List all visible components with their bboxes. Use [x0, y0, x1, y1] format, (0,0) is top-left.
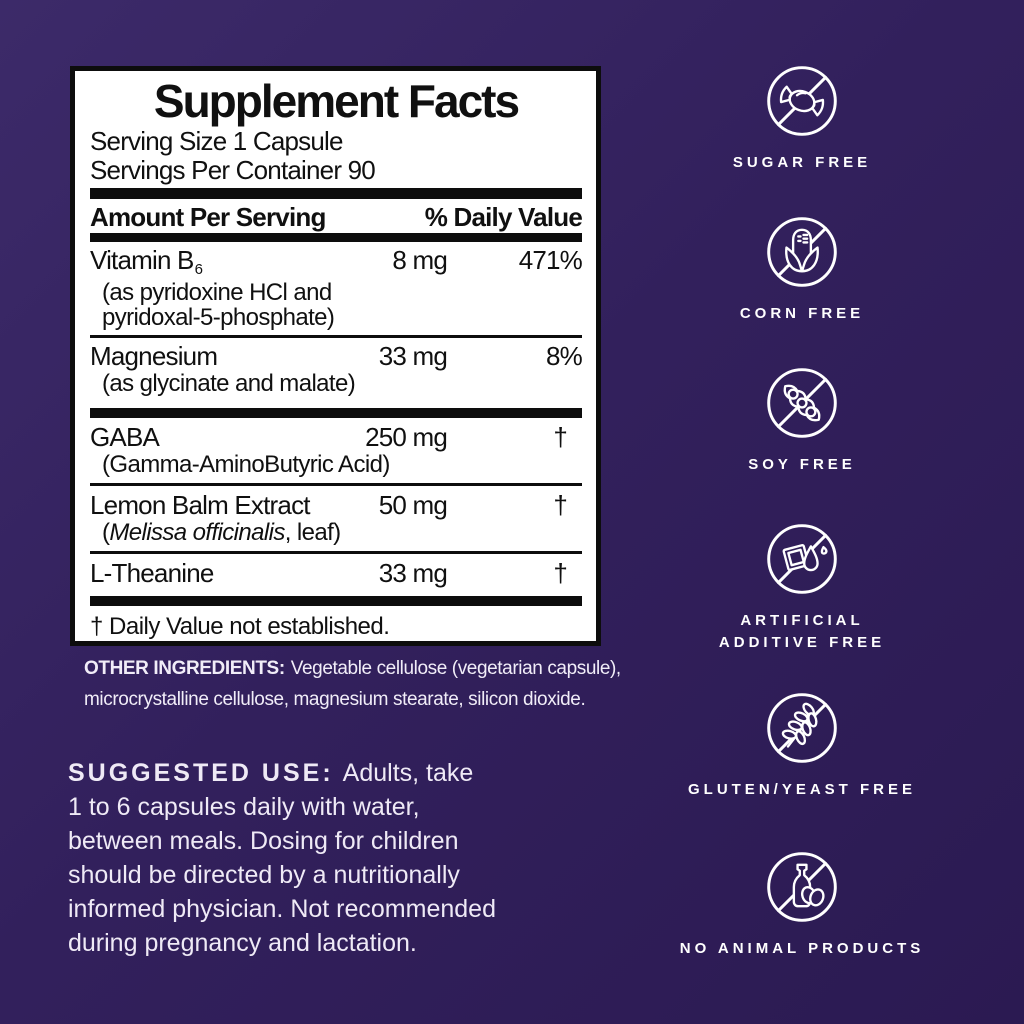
ingredient-daily-value: 8%	[546, 341, 582, 371]
badge-label: SOY FREE	[748, 456, 856, 473]
badge-label: CORN FREE	[739, 305, 865, 322]
badge-artificial-additive-free	[672, 522, 932, 654]
ingredient-amount: 33 mg	[378, 558, 447, 588]
badge-soy-free	[672, 366, 932, 476]
badge-label: SUGAR FREE	[732, 154, 872, 171]
suggested-use-text: 1 to 6 capsules daily with water,	[68, 793, 420, 821]
soy-free-icon	[765, 366, 839, 440]
gluten-yeast-free-icon	[765, 691, 839, 765]
serving-size: Serving Size 1 Capsule	[90, 126, 343, 156]
divider-thick	[90, 596, 582, 606]
other-ingredients	[84, 653, 624, 715]
badge-label: NO ANIMAL PRODUCTS	[679, 940, 925, 957]
divider-thick	[90, 408, 582, 418]
other-ingredients-label: OTHER INGREDIENTS:	[84, 658, 285, 679]
ingredient-daily-value: †	[553, 558, 567, 588]
header-daily-value: % Daily Value	[424, 202, 582, 232]
header-amount-per-serving: Amount Per Serving	[90, 202, 326, 232]
ingredient-note: (as glycinate and malate)	[102, 370, 356, 397]
badge-gluten-yeast-free	[672, 691, 932, 801]
ingredient-amount: 33 mg	[378, 341, 447, 371]
table-row	[90, 338, 582, 408]
suggested-use-text: during pregnancy and lactation.	[68, 929, 417, 957]
other-ingredients-text: Vegetable cellulose (vegetarian capsule),	[290, 658, 621, 679]
panel-title: Supplement Facts	[153, 75, 519, 127]
suggested-use-label: SUGGESTED USE:	[68, 759, 334, 787]
ingredient-daily-value: †	[553, 422, 567, 452]
table-row	[90, 486, 582, 551]
ingredient-note: (Melissa officinalis, leaf)	[102, 519, 341, 546]
latin-name: Melissa officinalis	[109, 519, 285, 546]
subscript: 6	[194, 261, 203, 278]
suggested-use	[68, 756, 613, 960]
ingredient-name: Lemon Balm Extract	[90, 490, 310, 520]
ingredient-name: Magnesium	[90, 341, 218, 371]
divider-medium	[90, 233, 582, 242]
suggested-use-text: between meals. Dosing for children	[68, 827, 459, 855]
ingredient-note: pyridoxal-5-phosphate)	[102, 304, 335, 331]
corn-free-icon	[765, 215, 839, 289]
no-animal-products-icon	[765, 850, 839, 924]
ingredient-amount: 250 mg	[365, 422, 447, 452]
ingredient-name: Vitamin B6	[90, 245, 203, 278]
sugar-free-icon	[765, 64, 839, 138]
other-ingredients-text: microcrystalline cellulose, magnesium stearate, silicon dioxide.	[84, 689, 586, 710]
suggested-use-text: informed physician. Not recommended	[68, 895, 496, 923]
artificial-additive-free-icon	[765, 522, 839, 596]
badge-label: GLUTEN/YEAST FREE	[687, 781, 916, 798]
ingredient-amount: 50 mg	[378, 490, 447, 520]
badge-no-animal-products	[672, 850, 932, 960]
suggested-use-text: Adults, take	[342, 759, 474, 787]
ingredient-name: L-Theanine	[90, 558, 214, 588]
servings-per-container: Servings Per Container 90	[90, 155, 375, 185]
supplement-facts-panel	[70, 66, 601, 646]
ingredient-name: GABA	[90, 422, 160, 452]
ingredient-amount: 8 mg	[392, 245, 447, 275]
daily-value-footnote: † Daily Value not established.	[90, 613, 390, 640]
suggested-use-text: should be directed by a nutritionally	[68, 861, 460, 889]
ingredient-daily-value: †	[553, 490, 567, 520]
divider-thick	[90, 188, 582, 199]
badge-corn-free	[672, 215, 932, 325]
badge-sugar-free	[672, 64, 932, 174]
table-row	[90, 418, 582, 483]
table-row	[90, 242, 582, 335]
badge-label: ARTIFICIAL ADDITIVE FREE	[718, 612, 886, 651]
table-row	[90, 554, 582, 596]
ingredient-note: (Gamma-AminoButyric Acid)	[102, 451, 390, 478]
ingredient-note: (as pyridoxine HCl and	[102, 279, 332, 306]
ingredient-daily-value: 471%	[518, 245, 582, 275]
table-header	[90, 199, 582, 233]
